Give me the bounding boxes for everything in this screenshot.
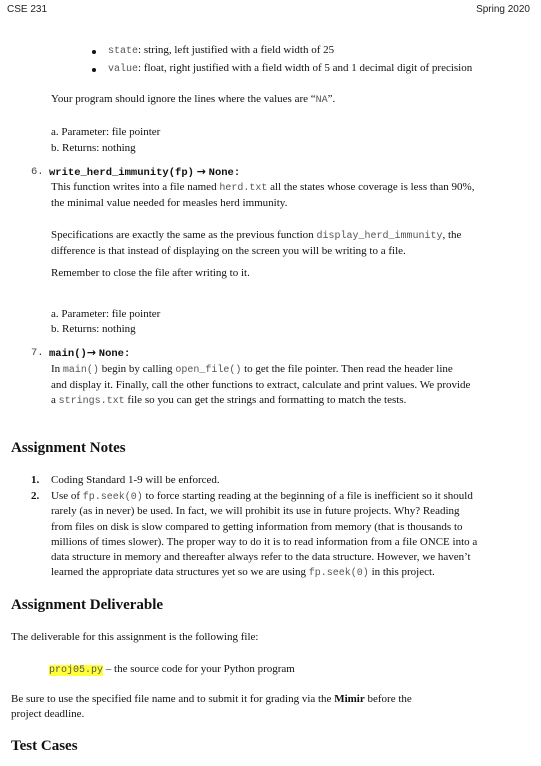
deliverable-file: proj05.py – the source code for your Python program	[49, 663, 295, 676]
header-term: Spring 2020	[476, 4, 530, 15]
item7-number: 7.	[31, 347, 44, 359]
item7-line2: and display it. Finally, call the other functions to extract, calculate and print values. We provide	[51, 379, 471, 391]
return-b: b. Returns: nothing	[51, 323, 136, 335]
bullet-state: state: string, left justified with a field width of 25	[108, 44, 335, 57]
right-arrow-icon: →	[86, 346, 97, 359]
item6-spec-line1: Specifications are exactly the same as the previous function display_herd_immunity, the	[51, 229, 462, 242]
notes-heading: Assignment Notes	[11, 440, 126, 456]
bullet-dot	[92, 68, 96, 72]
deliverable-line1: Be sure to use the specified file name and to submit it for grading via the Mimir before the	[11, 693, 412, 705]
note2-line3: from files on disk is slow compared to getting information from memory (that is thousands to	[51, 521, 463, 533]
bullet-dot	[92, 50, 96, 54]
item7-line1: In main() begin by calling open_file() to get the file pointer. Then read the header line	[51, 363, 453, 376]
item6-signature: write_herd_immunity(fp) → None:	[49, 165, 241, 179]
note2-line4: millions of times slower). The proper way to do it is to read information from a file ONCE into a	[51, 536, 478, 548]
filename-highlight: proj05.py	[49, 665, 104, 676]
item7-line3: a strings.txt file so you can get the strings and formatting to match the tests.	[51, 394, 407, 407]
deliverable-heading: Assignment Deliverable	[11, 597, 164, 613]
header-course: CSE 231	[7, 4, 48, 15]
note2-line5: data structure in memory and thereafter always refer to the data structure. However, we haven’t	[51, 551, 471, 563]
item6-number: 6.	[31, 166, 44, 178]
note2-number: 2.	[31, 490, 40, 502]
bullet-value: value: float, right justified with a field width of 5 and 1 decimal digit of precision	[108, 62, 473, 75]
note2-line2: rarely (as in never) be used. In fact, we will prohibit its use in future projects. Why? Reading	[51, 505, 460, 517]
item6-desc-line2: the minimal value needed for measles herd immunity.	[51, 197, 288, 209]
note2-line1: Use of fp.seek(0) to force starting reading at the beginning of a file is inefficient so it should	[51, 490, 473, 503]
param-b: a. Parameter: file pointer	[51, 308, 161, 320]
deliverable-intro: The deliverable for this assignment is the following file:	[11, 631, 259, 643]
note1-number: 1.	[31, 474, 40, 486]
item6-spec-line2: difference is that instead of displaying on the screen you will be writing to a file.	[51, 245, 406, 257]
ignore-line: Your program should ignore the lines where the values are “NA”.	[51, 93, 336, 106]
tests-heading: Test Cases	[11, 738, 78, 754]
param-a: a. Parameter: file pointer	[51, 126, 161, 138]
note2-line6: learned the appropriate data structures yet so we are using fp.seek(0) in this project.	[51, 566, 435, 579]
deliverable-line2: project deadline.	[11, 708, 85, 720]
return-a: b. Returns: nothing	[51, 142, 136, 154]
item7-signature: main()→ None:	[49, 346, 131, 360]
item6-remember: Remember to close the file after writing to it.	[51, 267, 250, 279]
item6-desc-line1: This function writes into a file named herd.txt all the states whose coverage is less than 90%,	[51, 181, 475, 194]
note1-text: Coding Standard 1-9 will be enforced.	[51, 474, 220, 486]
right-arrow-icon: →	[196, 165, 206, 178]
